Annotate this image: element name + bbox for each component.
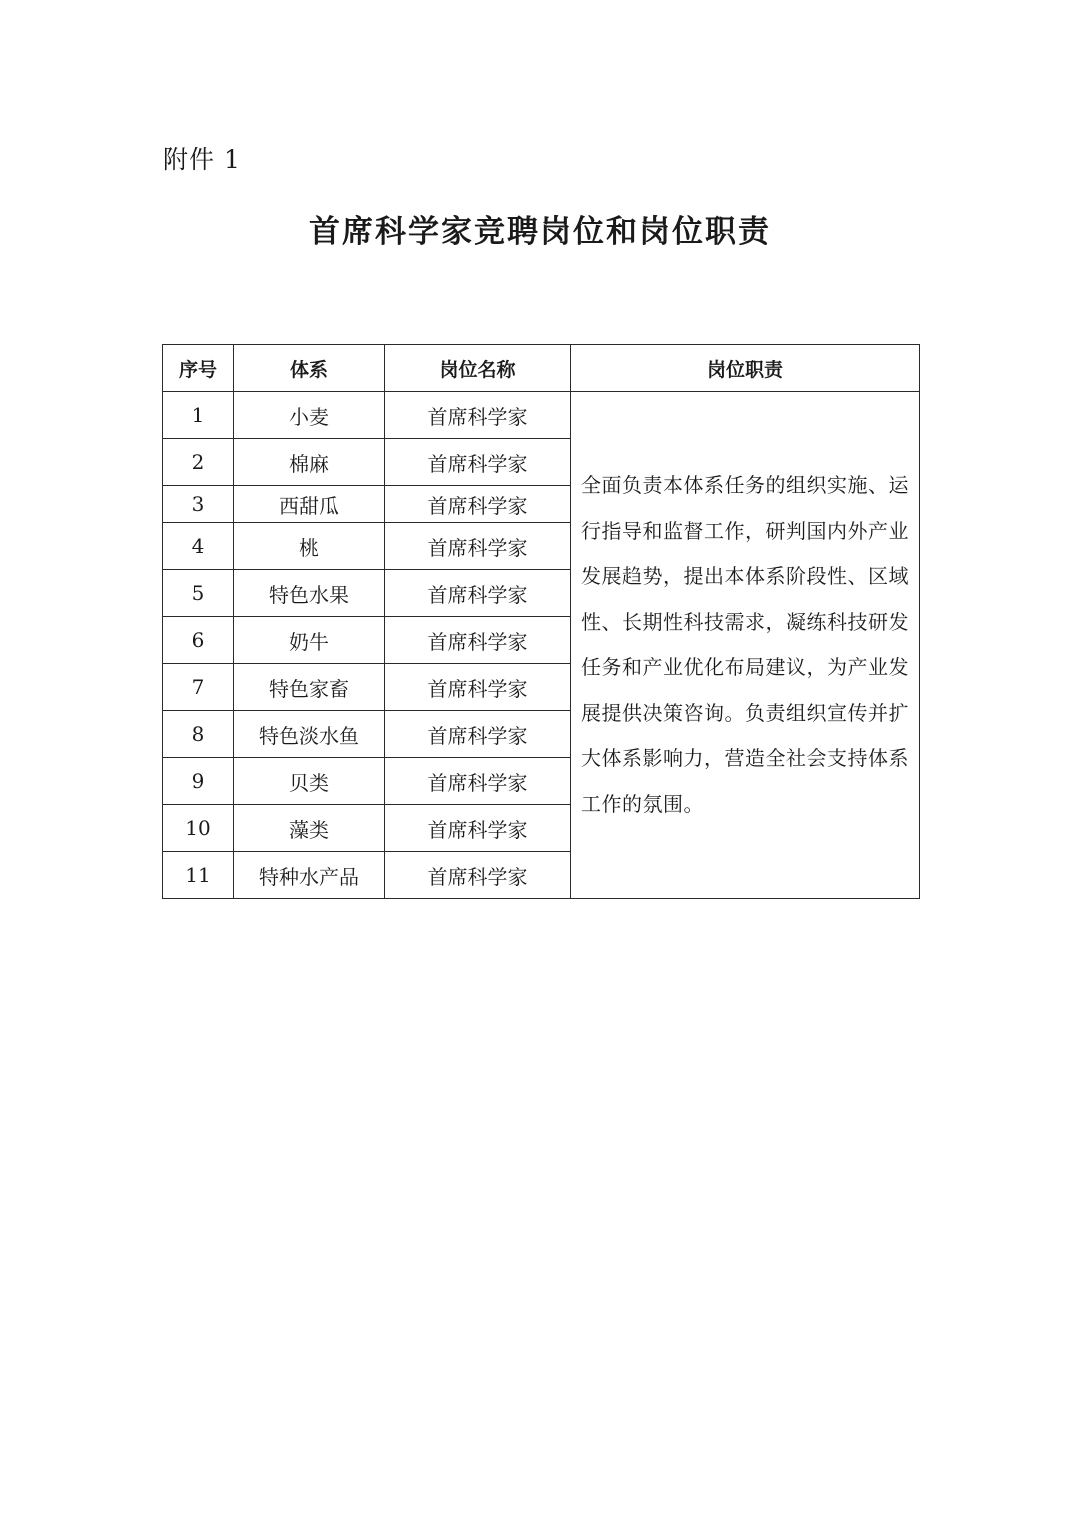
row-index: 8 [163,711,234,758]
row-position: 首席科学家 [385,617,571,664]
row-system: 贝类 [234,758,385,805]
row-system: 特色淡水鱼 [234,711,385,758]
positions-table [162,344,920,899]
row-system: 奶牛 [234,617,385,664]
row-position: 首席科学家 [385,852,571,899]
row-system: 棉麻 [234,439,385,486]
row-system: 小麦 [234,392,385,439]
row-position: 首席科学家 [385,570,571,617]
row-index: 10 [163,805,234,852]
table-header-row [163,345,920,392]
row-position: 首席科学家 [385,805,571,852]
header-index: 序号 [163,345,234,392]
row-index: 6 [163,617,234,664]
header-position: 岗位名称 [385,345,571,392]
row-system: 特色家畜 [234,664,385,711]
row-position: 首席科学家 [385,523,571,570]
attachment-label: 附件 1 [163,145,241,174]
document-title: 首席科学家竞聘岗位和岗位职责 [309,214,771,250]
row-index: 11 [163,852,234,899]
row-index: 3 [163,486,234,523]
row-position: 首席科学家 [385,711,571,758]
row-index: 9 [163,758,234,805]
row-system: 特色水果 [234,570,385,617]
row-position: 首席科学家 [385,439,571,486]
header-system: 体系 [234,345,385,392]
row-index: 2 [163,439,234,486]
row-index: 5 [163,570,234,617]
row-position: 首席科学家 [385,758,571,805]
duty-description: 全面负责本体系任务的组织实施、运行指导和监督工作，研判国内外产业发展趋势，提出本体系阶段性、区域性、长期性科技需求，凝练科技研发任务和产业优化布局建议，为产业发展提供决策咨询。负责组织宣传并扩大体系影响力，营造全社会支持体系工作的氛围。 [571,392,920,899]
row-system: 特种水产品 [234,852,385,899]
row-position: 首席科学家 [385,486,571,523]
row-index: 1 [163,392,234,439]
row-position: 首席科学家 [385,664,571,711]
table-row [163,392,920,439]
row-system: 西甜瓜 [234,486,385,523]
header-duty: 岗位职责 [571,345,920,392]
row-system: 藻类 [234,805,385,852]
row-index: 4 [163,523,234,570]
row-system: 桃 [234,523,385,570]
row-index: 7 [163,664,234,711]
row-position: 首席科学家 [385,392,571,439]
